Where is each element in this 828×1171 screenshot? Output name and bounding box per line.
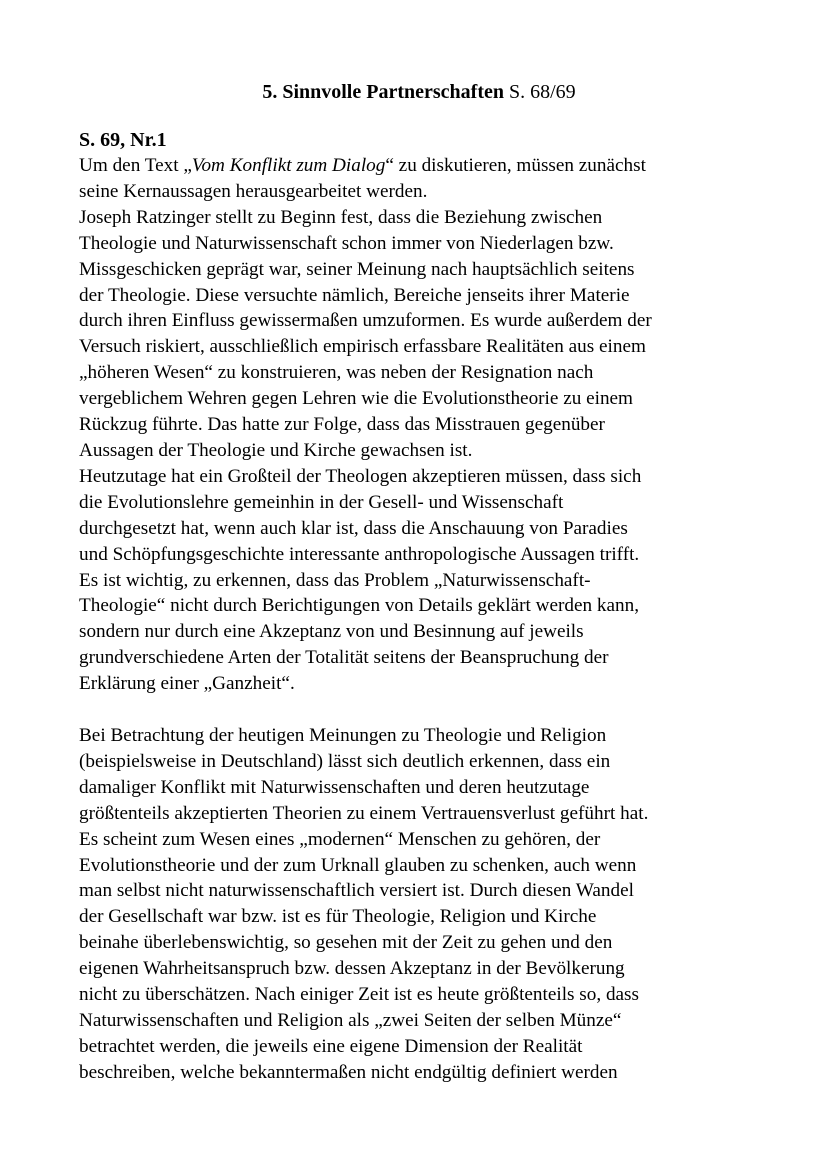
text-line: Theologie und Naturwissenschaft schon immer von Niederlagen bzw.: [79, 232, 614, 254]
text-line: Erklärung einer „Ganzheit“.: [79, 673, 295, 695]
document-page: [79, 79, 759, 1086]
text-line: seine Kernaussagen herausgearbeitet werden.: [79, 180, 428, 202]
text-line: Aussagen der Theologie und Kirche gewachsen ist.: [79, 439, 473, 461]
text-line: Es ist wichtig, zu erkennen, dass das Problem „Naturwissenschaft-: [79, 569, 591, 591]
text-line: beinahe überlebenswichtig, so gesehen mit der Zeit zu gehen und den: [79, 932, 613, 954]
text-line: Rückzug führte. Das hatte zur Folge, dass das Misstrauen gegenüber: [79, 414, 605, 436]
page-title-bold: 5. Sinnvolle Partnerschaften: [262, 81, 504, 103]
section-heading: S. 69, Nr.1: [79, 129, 167, 151]
text-line: betrachtet werden, die jeweils eine eigene Dimension der Realität: [79, 1035, 583, 1057]
text-line: man selbst nicht naturwissenschaftlich versiert ist. Durch diesen Wandel: [79, 880, 634, 902]
text-line: eigenen Wahrheitsanspruch bzw. dessen Akzeptanz in der Bevölkerung: [79, 958, 625, 980]
text-line: Theologie“ nicht durch Berichtigungen von Details geklärt werden kann,: [79, 595, 639, 617]
text-line: Evolutionstheorie und der zum Urknall glauben zu schenken, auch wenn: [79, 854, 637, 876]
text-line: Naturwissenschaften und Religion als „zwei Seiten der selben Münze“: [79, 1010, 622, 1031]
text-line: sondern nur durch eine Akzeptanz von und Besinnung auf jeweils: [79, 621, 584, 643]
text-line: grundverschiedene Arten der Totalität seitens der Beanspruchung der: [79, 647, 609, 669]
paragraph-2: [79, 723, 759, 1086]
text-line: der Gesellschaft war bzw. ist es für Theologie, Religion und Kirche: [79, 906, 597, 928]
text-line: Bei Betrachtung der heutigen Meinungen zu Theologie und Religion: [79, 725, 607, 747]
text-line: durchgesetzt hat, wenn auch klar ist, dass die Anschauung von Paradies: [79, 517, 628, 539]
text-line: „höheren Wesen“ zu konstruieren, was neben der Resignation nach: [79, 362, 594, 384]
text-line: beschreiben, welche bekanntermaßen nicht endgültig definiert werden: [79, 1061, 618, 1083]
text-line: Es scheint zum Wesen eines „modernen“ Menschen zu gehören, der: [79, 828, 601, 850]
text-line: und Schöpfungsgeschichte interessante anthropologische Aussagen trifft.: [79, 543, 640, 565]
text-line: Missgeschicken geprägt war, seiner Meinung nach hauptsächlich seitens: [79, 258, 635, 280]
text-line: größtenteils akzeptierten Theorien zu einem Vertrauensverlust geführt hat.: [79, 802, 649, 824]
text-line: die Evolutionslehre gemeinhin in der Gesell- und Wissenschaft: [79, 491, 564, 513]
page-title-pages: S. 68/69: [503, 81, 576, 103]
book-title-italic: Vom Konflikt zum Dialog: [191, 155, 386, 176]
text-line: vergeblichem Wehren gegen Lehren wie die Evolutionstheorie zu einem: [79, 388, 633, 410]
paragraph-gap: [79, 697, 759, 723]
text-line: (beispielsweise in Deutschland) lässt sich deutlich erkennen, dass ein: [79, 750, 611, 772]
text-line: Heutzutage hat ein Großteil der Theologen akzeptieren müssen, dass sich: [79, 465, 642, 487]
text-line: durch ihren Einfluss gewissermaßen umzuformen. Es wurde außerdem der: [79, 310, 652, 332]
text-line: Joseph Ratzinger stellt zu Beginn fest, dass die Beziehung zwischen: [79, 206, 603, 228]
text-line: nicht zu überschätzen. Nach einiger Zeit ist es heute größtenteils so, dass: [79, 984, 639, 1006]
text-line: damaliger Konflikt mit Naturwissenschaften und deren heutzutage: [79, 776, 590, 798]
paragraph-1: [79, 153, 759, 697]
page-title: [79, 79, 759, 105]
text-line: der Theologie. Diese versuchte nämlich, Bereiche jenseits ihrer Materie: [79, 284, 630, 306]
text-fragment: “ zu diskutieren, müssen zunächst: [385, 155, 646, 176]
text-line: [79, 153, 759, 179]
text-fragment: Um den Text „: [79, 155, 192, 176]
text-line: Versuch riskiert, ausschließlich empirisch erfassbare Realitäten aus einem: [79, 336, 646, 358]
